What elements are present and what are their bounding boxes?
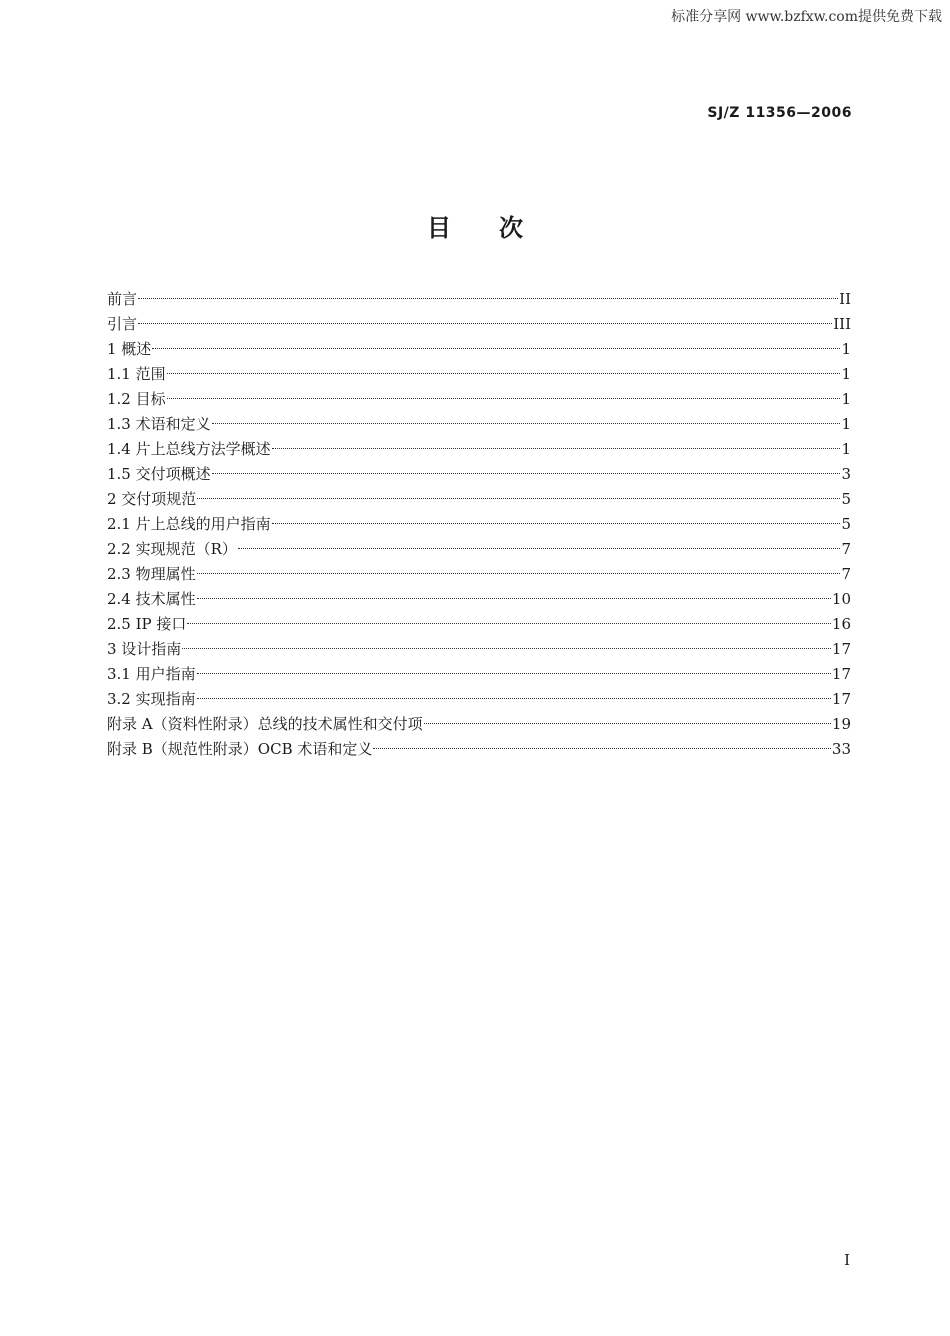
toc-dot-leader (238, 548, 841, 549)
toc-dot-leader (212, 423, 841, 424)
toc-entry-page: 1 (841, 415, 851, 433)
toc-entry-page: 7 (841, 540, 851, 558)
toc-entry[interactable] (107, 337, 851, 362)
toc-entry[interactable] (107, 737, 851, 762)
toc-entry[interactable] (107, 512, 851, 537)
toc-entry-page: 7 (841, 565, 851, 583)
toc-dot-leader (197, 673, 831, 674)
toc-entry-label: 2.1 片上总线的用户指南 (107, 515, 271, 533)
toc-entry-label: 3 设计指南 (107, 640, 182, 658)
toc-entry-label: 1 概述 (107, 340, 152, 358)
toc-entry[interactable] (107, 312, 851, 337)
toc-entry[interactable] (107, 437, 851, 462)
toc-entry[interactable] (107, 462, 851, 487)
toc-entry-page: 17 (831, 690, 851, 708)
toc-dot-leader (272, 523, 841, 524)
toc-entry[interactable] (107, 587, 851, 612)
toc-dot-leader (197, 498, 840, 499)
toc-entry-page: 3 (841, 465, 851, 483)
toc-entry-label: 2.2 实现规范（R） (107, 540, 237, 558)
toc-entry[interactable] (107, 412, 851, 437)
toc-entry-label: 2.5 IP 接口 (107, 615, 187, 633)
toc-entry-page: 19 (831, 715, 851, 733)
table-of-contents (107, 287, 851, 762)
toc-entry-label: 2.3 物理属性 (107, 565, 196, 583)
toc-entry[interactable] (107, 362, 851, 387)
toc-dot-leader (182, 648, 831, 649)
toc-entry[interactable] (107, 562, 851, 587)
toc-entry-label: 2 交付项规范 (107, 490, 197, 508)
toc-entry-label: 1.5 交付项概述 (107, 465, 211, 483)
toc-entry-label: 前言 (107, 290, 138, 308)
toc-entry-label: 1.2 目标 (107, 390, 166, 408)
toc-entry-label: 1.4 片上总线方法学概述 (107, 440, 271, 458)
toc-entry-page: 17 (831, 665, 851, 683)
toc-entry-label: 附录 A（资料性附录）总线的技术属性和交付项 (107, 715, 423, 733)
toc-entry[interactable] (107, 287, 851, 312)
toc-entry-label: 引言 (107, 315, 138, 333)
toc-entry[interactable] (107, 537, 851, 562)
toc-entry[interactable] (107, 637, 851, 662)
toc-dot-leader (197, 698, 831, 699)
toc-dot-leader (187, 623, 830, 624)
toc-entry-label: 附录 B（规范性附录）OCB 术语和定义 (107, 740, 373, 758)
toc-entry-label: 2.4 技术属性 (107, 590, 196, 608)
toc-entry[interactable] (107, 687, 851, 712)
toc-entry-page: 16 (831, 615, 851, 633)
toc-dot-leader (138, 323, 832, 324)
toc-dot-leader (197, 598, 831, 599)
toc-entry-label: 3.2 实现指南 (107, 690, 196, 708)
toc-dot-leader (167, 373, 841, 374)
toc-dot-leader (167, 398, 841, 399)
toc-dot-leader (272, 448, 841, 449)
toc-dot-leader (373, 748, 831, 749)
toc-entry[interactable] (107, 612, 851, 637)
toc-entry-page: 10 (831, 590, 851, 608)
toc-entry[interactable] (107, 487, 851, 512)
toc-entry-page: II (839, 290, 851, 308)
standard-code: SJ/Z 11356—2006 (707, 105, 852, 121)
toc-entry-label: 1.3 术语和定义 (107, 415, 211, 433)
toc-entry-page: 1 (841, 365, 851, 383)
toc-entry[interactable] (107, 387, 851, 412)
toc-entry[interactable] (107, 712, 851, 737)
toc-entry-label: 1.1 范围 (107, 365, 166, 383)
toc-entry-page: 17 (831, 640, 851, 658)
toc-dot-leader (152, 348, 840, 349)
toc-entry-label: 3.1 用户指南 (107, 665, 196, 683)
watermark-text: 标准分享网 www.bzfxw.com提供免费下载 (671, 9, 942, 25)
toc-entry-page: 1 (841, 340, 851, 358)
toc-entry[interactable] (107, 662, 851, 687)
toc-dot-leader (424, 723, 831, 724)
toc-entry-page: 33 (831, 740, 851, 758)
toc-dot-leader (138, 298, 838, 299)
toc-entry-page: III (833, 315, 851, 333)
page-number: I (844, 1251, 850, 1269)
toc-entry-page: 1 (841, 390, 851, 408)
toc-entry-page: 5 (841, 490, 851, 508)
toc-entry-page: 5 (841, 515, 851, 533)
toc-entry-page: 1 (841, 440, 851, 458)
toc-dot-leader (197, 573, 841, 574)
toc-title: 目次 (427, 214, 571, 242)
toc-dot-leader (212, 473, 841, 474)
